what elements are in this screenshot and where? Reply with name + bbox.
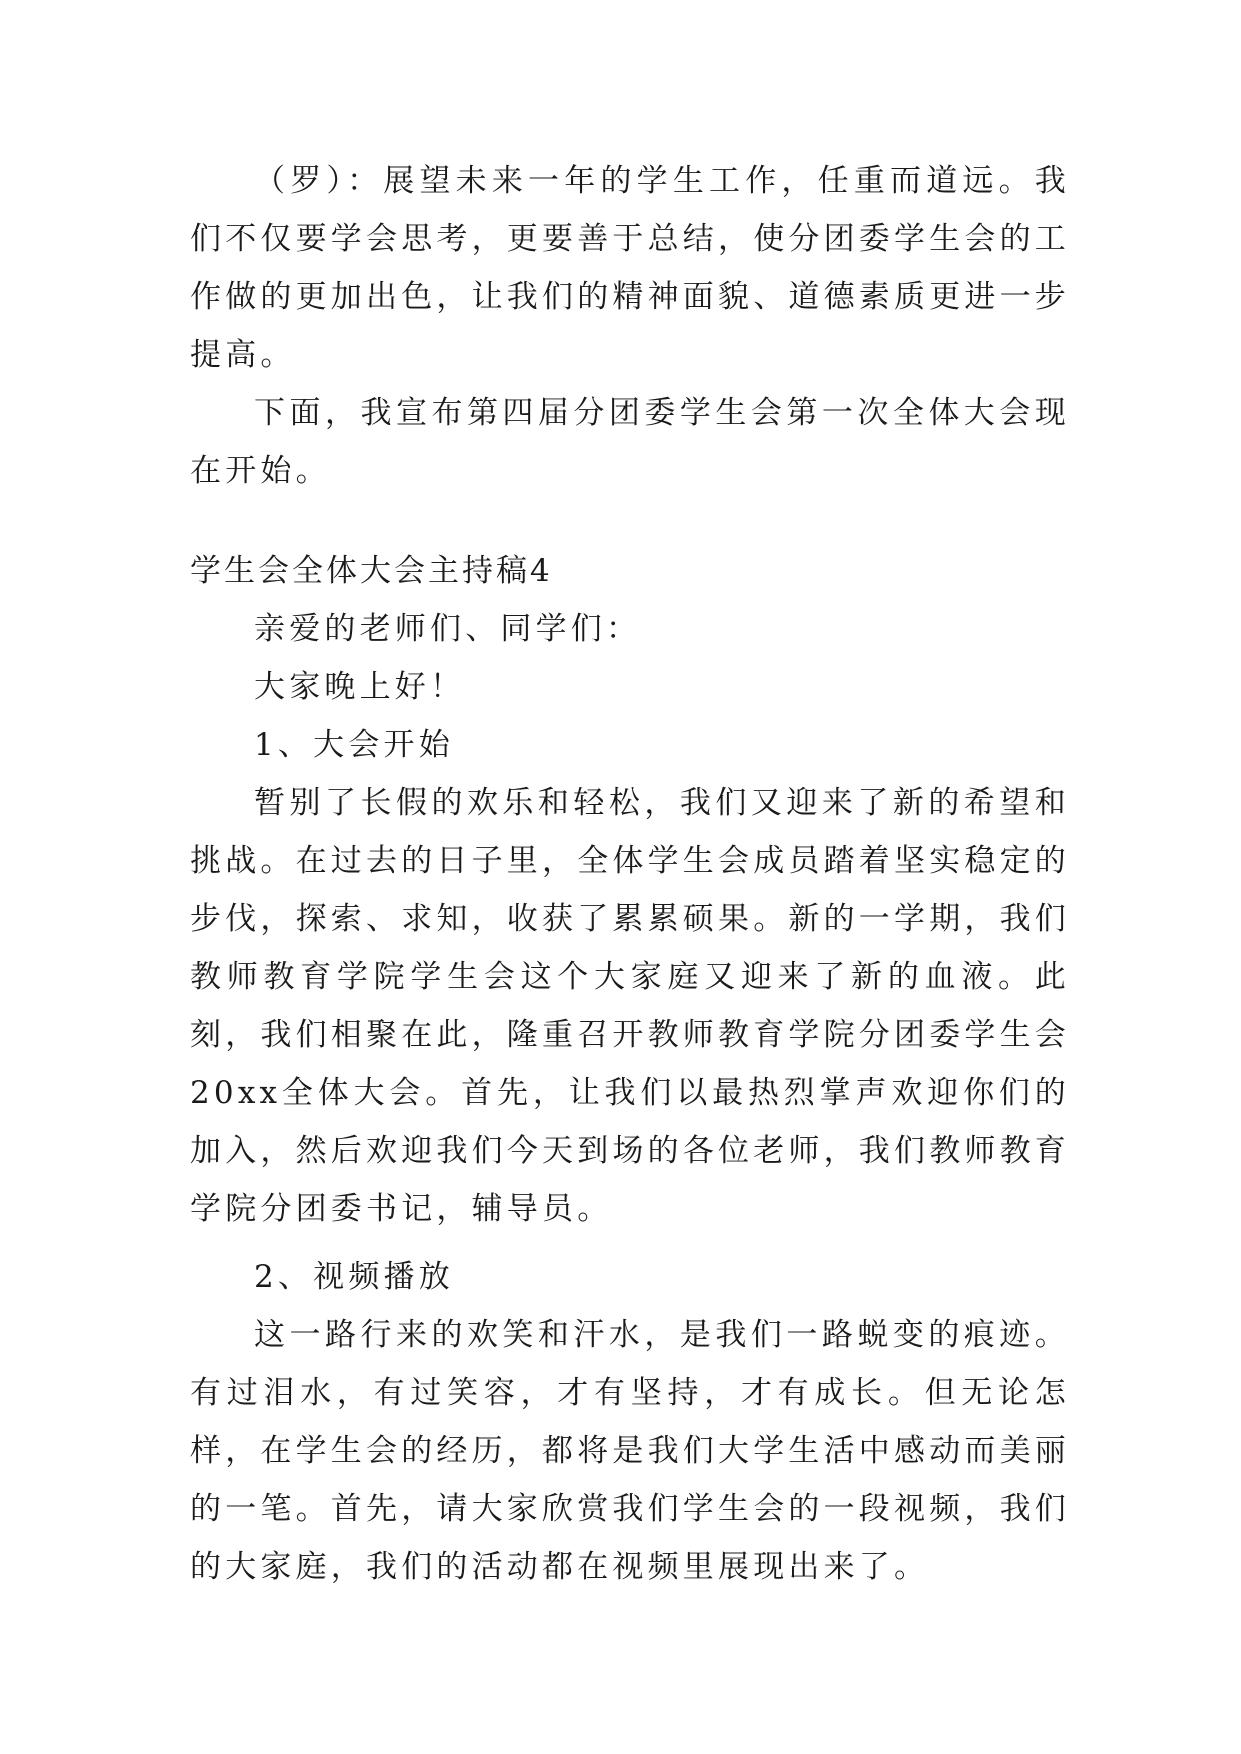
- document-title: 学生会全体大会主持稿4: [190, 553, 553, 589]
- greeting-line: 亲爱的老师们、同学们：: [254, 611, 642, 647]
- document-body: [190, 152, 1070, 1596]
- paragraph-opening: 暂别了长假的欢乐和轻松，我们又迎来了新的希望和挑战。在过去的日子里，全体学生会成员踏着坚实稳定的步伐，探索、求知，收获了累累硕果。新的一学期，我们教师教育学院学生会这个大家庭又迎来了新的血液。此刻，我们相聚在此，隆重召开教师教育学院分团委学生会20xx全体大会。首先，让我们以最热烈掌声欢迎你们的加入，然后欢迎我们今天到场的各位老师，我们教师教育学院分团委书记，辅导员。: [190, 785, 1070, 1227]
- section-heading-opening: 1、大会开始: [254, 727, 454, 763]
- paragraph-closing-remarks: （罗）：展望未来一年的学生工作，任重而道远。我们不仅要学会思考，更要善于总结，使分团委学生会的工作做的更加出色，让我们的精神面貌、道德素质更进一步提高。: [190, 163, 1070, 373]
- salutation-line: 大家晚上好！: [254, 669, 466, 705]
- section-spacer: [190, 500, 1070, 542]
- paragraph-video: 这一路行来的欢笑和汗水，是我们一路蜕变的痕迹。有过泪水，有过笑容，才有坚持，才有成长。但无论怎样，在学生会的经历，都将是我们大学生活中感动而美丽的一笔。首先，请大家欣赏我们学生会的一段视频，我们的大家庭，我们的活动都在视频里展现出来了。: [190, 1317, 1070, 1585]
- paragraph-announcement: 下面，我宣布第四届分团委学生会第一次全体大会现在开始。: [190, 395, 1070, 489]
- section-heading-video: 2、视频播放: [254, 1259, 454, 1295]
